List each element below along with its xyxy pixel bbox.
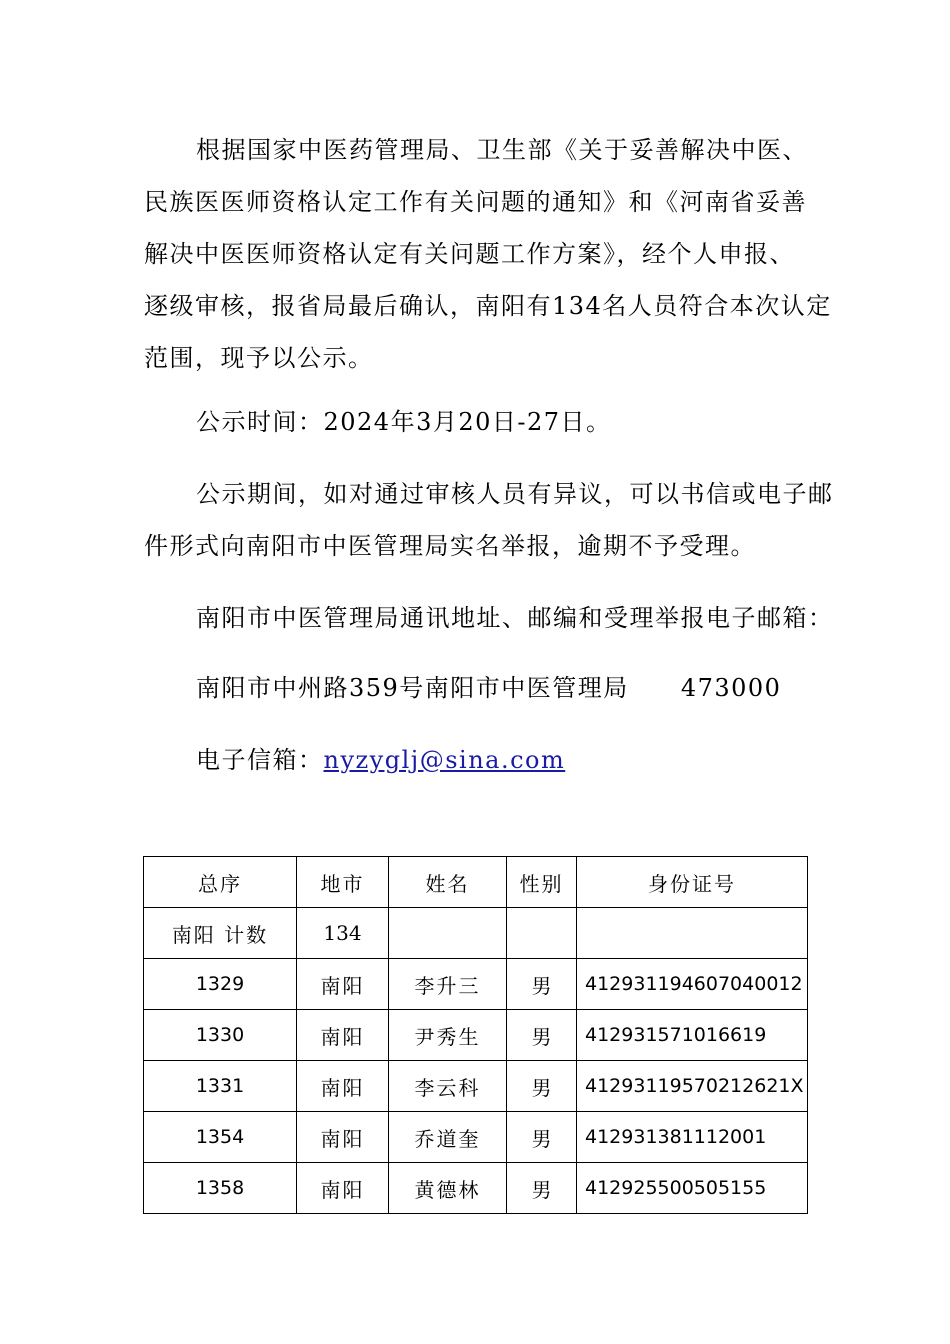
cell-name: 黄德林 <box>389 1163 507 1214</box>
paragraph-line: 根据国家中医药管理局、卫生部《关于妥善解决中医、 <box>196 136 808 164</box>
notice-paragraph-address <box>144 662 808 714</box>
header-gender: 性别 <box>507 857 577 908</box>
notice-paragraph-objection <box>144 468 834 572</box>
address-line <box>144 662 808 714</box>
cell-city: 南阳 <box>297 1010 389 1061</box>
summary-row <box>144 908 808 959</box>
mailing-address: 南阳市中州路359号南阳市中医管理局 <box>196 674 629 702</box>
header-city: 地市 <box>297 857 389 908</box>
email-line <box>144 734 808 786</box>
email-link[interactable]: nyzyglj@sina.com <box>323 746 566 774</box>
summary-label: 南阳 计数 <box>144 908 297 959</box>
cell-seq: 1330 <box>144 1010 297 1061</box>
notice-paragraph-contact <box>144 592 834 644</box>
paragraph-line: 范围，现予以公示。 <box>144 344 374 372</box>
table-row <box>144 1010 808 1061</box>
cell-id-number: 41293119570212621X <box>577 1061 808 1112</box>
paragraph-line: 公示期间，如对通过审核人员有异议，可以书信或电子邮 <box>196 480 834 508</box>
paragraph-line: 民族医医师资格认定工作有关问题的通知》和《河南省妥善 <box>144 188 807 216</box>
header-id-number: 身份证号 <box>577 857 808 908</box>
cell-city: 南阳 <box>297 1061 389 1112</box>
header-name: 姓名 <box>389 857 507 908</box>
table-row <box>144 959 808 1010</box>
paragraph-line: 件形式向南阳市中医管理局实名举报，逾期不予受理。 <box>144 532 756 560</box>
table-row <box>144 1163 808 1214</box>
summary-count: 134 <box>297 908 389 959</box>
cell-seq: 1354 <box>144 1112 297 1163</box>
cell-id-number: 412931381112001 <box>577 1112 808 1163</box>
paragraph-line: 解决中医医师资格认定有关问题工作方案》，经个人申报、 <box>144 240 795 268</box>
cell-name: 李升三 <box>389 959 507 1010</box>
table-header-row <box>144 857 808 908</box>
cell-name: 李云科 <box>389 1061 507 1112</box>
cell-gender: 男 <box>507 1112 577 1163</box>
contact-intro: 南阳市中医管理局通讯地址、邮编和受理举报电子邮箱： <box>196 604 834 632</box>
cell-seq: 1358 <box>144 1163 297 1214</box>
notice-paragraph-email <box>144 734 808 786</box>
table-row <box>144 1112 808 1163</box>
empty-cell <box>577 908 808 959</box>
email-label: 电子信箱： <box>196 746 324 774</box>
empty-cell <box>507 908 577 959</box>
postcode: 473000 <box>680 674 782 702</box>
cell-seq: 1329 <box>144 959 297 1010</box>
approved-personnel-table <box>143 856 808 1214</box>
notice-paragraph-period <box>144 396 808 448</box>
cell-city: 南阳 <box>297 1112 389 1163</box>
cell-city: 南阳 <box>297 1163 389 1214</box>
cell-gender: 男 <box>507 1010 577 1061</box>
cell-gender: 男 <box>507 959 577 1010</box>
table-row <box>144 1061 808 1112</box>
cell-name: 尹秀生 <box>389 1010 507 1061</box>
cell-name: 乔道奎 <box>389 1112 507 1163</box>
cell-id-number: 412925500505155 <box>577 1163 808 1214</box>
paragraph-line: 逐级审核，报省局最后确认，南阳有134名人员符合本次认定 <box>144 292 832 320</box>
cell-gender: 男 <box>507 1061 577 1112</box>
empty-cell <box>389 908 507 959</box>
cell-id-number: 412931194607040012 <box>577 959 808 1010</box>
header-seq: 总序 <box>144 857 297 908</box>
cell-seq: 1331 <box>144 1061 297 1112</box>
notice-paragraph-basis <box>144 124 832 384</box>
cell-city: 南阳 <box>297 959 389 1010</box>
cell-gender: 男 <box>507 1163 577 1214</box>
cell-id-number: 412931571016619 <box>577 1010 808 1061</box>
publicity-period: 公示时间：2024年3月20日-27日。 <box>196 408 612 436</box>
